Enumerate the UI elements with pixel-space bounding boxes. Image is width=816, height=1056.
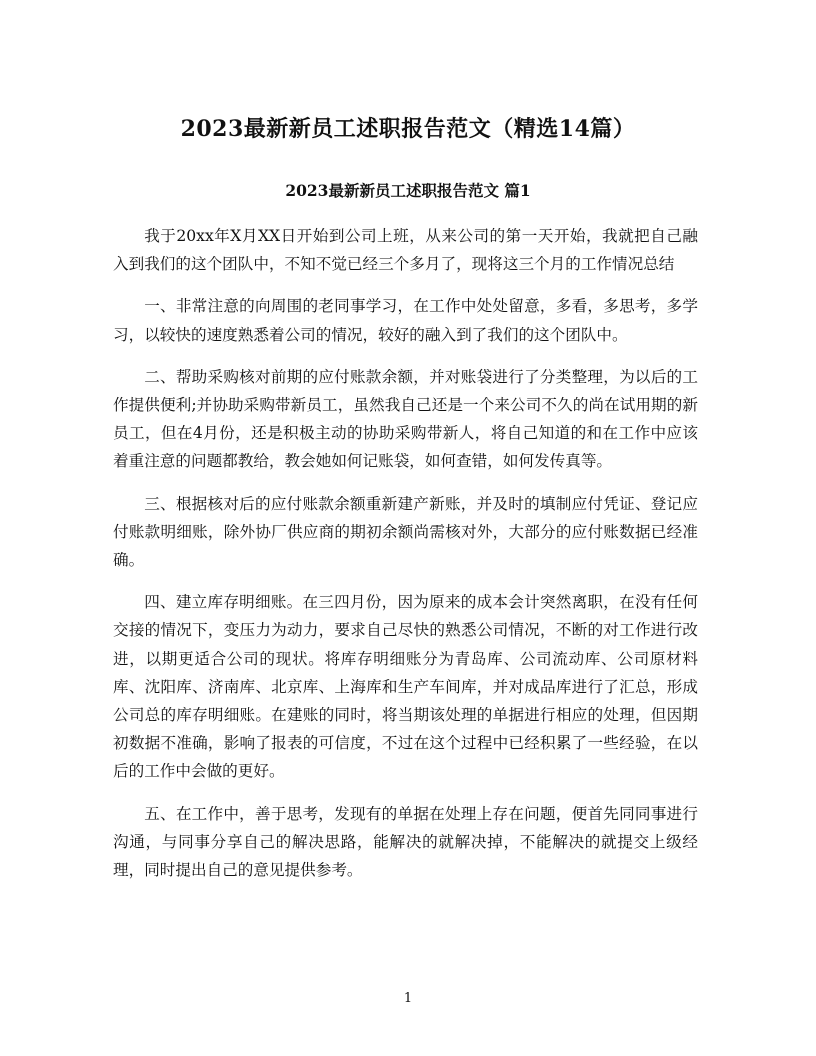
section-title: 2023最新新员工述职报告范文 篇1 xyxy=(285,181,531,200)
paragraph-item-4: 四、建立库存明细账。在三四月份，因为原来的成本会计突然离职，在没有任何交接的情况下，变压力为动力，要求自己尽快的熟悉公司情况，不断的对工作进行改进，以期更适合公司的现状。将库存明细账分为青岛库、公司流动库、公司原材料库、沈阳库、济南库、北京库、上海库和生产车间库，并对成品库进行了汇总，形成公司总的库存明细账。在建账的同时，将当期该处理的单据进行相应的处理，但因期初数据不准确，影响了报表的可信度，不过在这个过程中已经积累了一些经验，在以后的工作中会做的更好。 xyxy=(113,593,698,781)
paragraph-item-3: 三、根据核对后的应付账款余额重新建产新账，并及时的填制应付凭证、登记应付账款明细账，除外协厂供应商的期初余额尚需核对外，大部分的应付账数据已经准确。 xyxy=(113,494,698,570)
page-number: 1 xyxy=(403,991,413,1006)
paragraph-intro: 我于20xx年X月XX日开始到公司上班，从来公司的第一天开始，我就把自己融入到我们的这个团队中，不知不觉已经三个多月了，现将这三个月的工作情况总结 xyxy=(113,227,698,274)
document-title: 2023最新新员工述职报告范文（精选14篇） xyxy=(180,116,636,142)
document-body xyxy=(113,222,698,898)
paragraph-item-2: 二、帮助采购核对前期的应付账款余额，并对账袋进行了分类整理，为以后的工作提供便利;并协助采购带新员工，虽然我自己还是一个来公司不久的尚在试用期的新员工，但在4月份，还是积极主动的协助采购带新人，将自己知道的和在工作中应该着重注意的问题都教给，教会她如何记账袋，如何查错，如何发传真等。 xyxy=(113,367,698,471)
paragraph-item-5: 五、在工作中，善于思考，发现有的单据在处理上存在问题，便首先同同事进行沟通，与同事分享自己的解决思路，能解决的就解决掉，不能解决的就提交上级经理，同时提出自己的意见提供参考。 xyxy=(113,804,698,880)
paragraph-item-1: 一、非常注意的向周围的老同事学习，在工作中处处留意，多看，多思考，多学习，以较快的速度熟悉着公司的情况，较好的融入到了我们的这个团队中。 xyxy=(113,297,698,344)
